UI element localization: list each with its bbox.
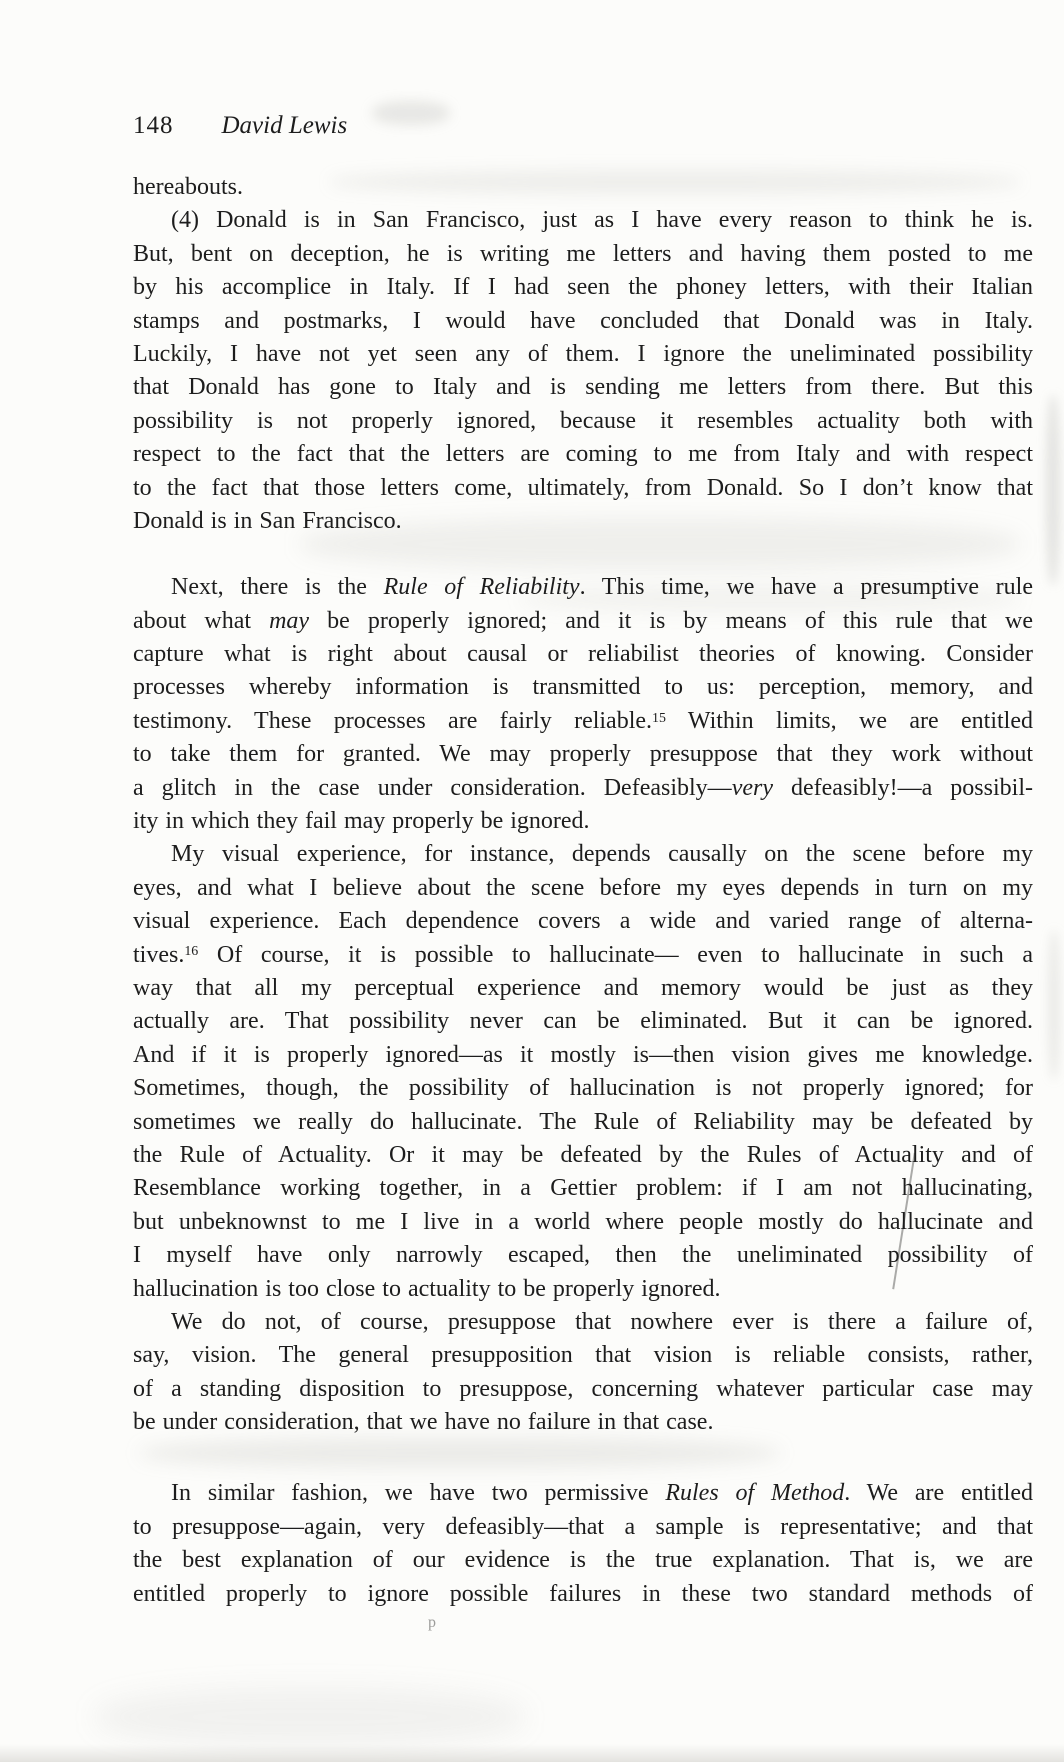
text-segment: say, vision. The general presupposition that vision is reliable consists, rather, [133, 1342, 1033, 1369]
text-segment: the Rule of Actuality. Or it may be defeated by the Rules of Actuality and of [133, 1141, 1033, 1168]
text-line [133, 505, 1033, 538]
text-segment: ity in which they fail may properly be ignored. [133, 808, 590, 835]
text-segment: capture what is right about causal or reliabilist theories of knowing. Consider [133, 641, 1033, 668]
scan-edge-shadow [0, 1744, 1064, 1762]
text-segment: entitled properly to ignore possible failures in these two standard methods of [133, 1580, 1033, 1607]
text-segment: And if it is properly ignored—as it mostly is—then vision gives me knowledge. [133, 1041, 1033, 1068]
text-segment: . We are entitled [844, 1480, 1033, 1507]
text-line [133, 371, 1033, 404]
text-segment: . This time, we have a presumptive rule [579, 574, 1033, 601]
text-line [133, 1339, 1033, 1372]
text-line [133, 405, 1033, 438]
text-segment: that Donald has gone to Italy and is sending me letters from there. But this [133, 374, 1033, 401]
text-segment: processes whereby information is transmitted to us: perception, memory, and [133, 674, 1033, 701]
text-line [133, 305, 1033, 338]
text-segment: Within limits, we are entitled [665, 707, 1033, 734]
footnote-reference: 16 [184, 944, 199, 960]
text-segment: actually are. That possibility never can be eliminated. But it can be ignored. [133, 1008, 1033, 1035]
text-segment: to take them for granted. We may properly presuppose that they work without [133, 741, 1033, 768]
text-segment: hereabouts. [133, 174, 243, 200]
text-segment: of a standing disposition to presuppose, concerning whatever particular case may [133, 1375, 1033, 1402]
paragraph [133, 1306, 1033, 1440]
paragraph [133, 571, 1033, 838]
text-segment: the best explanation of our evidence is the true explanation. That is, we are [133, 1547, 1033, 1574]
text-segment: be properly ignored; and it is by means of this rule that we [309, 607, 1033, 634]
text-line [133, 972, 1033, 1005]
paragraph [133, 838, 1033, 1305]
text-line [133, 1273, 1033, 1306]
text-line [133, 571, 1033, 604]
text-line [133, 805, 1033, 838]
paragraph [133, 1477, 1033, 1611]
italic-text: very [731, 774, 773, 801]
footnote-reference: 15 [652, 710, 666, 726]
page-number: 148 [133, 112, 174, 139]
text-segment: by his accomplice in Italy. If I had seen the phoney letters, with their Italian [133, 274, 1033, 301]
text-line [133, 204, 1033, 237]
text-line [133, 738, 1033, 771]
text-segment: Of course, it is possible to hallucinate— even to hallucinate in such a [198, 941, 1033, 968]
text-line [133, 438, 1033, 471]
text-segment: respect to the fact that the letters are coming to me from Italy and with respect [133, 441, 1033, 468]
text-line [133, 472, 1033, 505]
page-header [133, 109, 1033, 142]
text-line [133, 905, 1033, 938]
text-segment: testimony. These processes are fairly reliable. [133, 707, 653, 734]
text-line [133, 1239, 1033, 1272]
italic-text: Rules of Method [665, 1480, 845, 1507]
text-segment: a glitch in the case under consideration. Defeasibly— [133, 774, 732, 801]
text-segment: be under consideration, that we have no failure in that case. [133, 1409, 714, 1436]
paragraph [133, 171, 1033, 204]
text-segment: possibility is not properly ignored, because it resembles actuality both with [133, 407, 1033, 434]
page-content [133, 109, 1033, 1611]
text-line [133, 1406, 1033, 1439]
text-line [133, 1511, 1033, 1544]
text-segment: (4) Donald is in San Francisco, just as I have every reason to think he is. [171, 207, 1033, 234]
text-segment: But, bent on deception, he is writing me letters and having them posted to me [133, 240, 1033, 267]
text-segment: sometimes we really do hallucinate. The Rule of Reliability may be defeated by [133, 1108, 1033, 1135]
text-line [133, 338, 1033, 371]
text-segment: to presuppose—again, very defeasibly—that a sample is representative; and that [133, 1513, 1033, 1540]
scan-artifact [95, 1688, 525, 1746]
text-line [133, 605, 1033, 638]
text-segment: In similar fashion, we have two permissive [171, 1480, 666, 1507]
text-segment: about what [133, 607, 270, 634]
text-segment: Sometimes, though, the possibility of hallucination is not properly ignored; for [133, 1075, 1033, 1102]
text-line [133, 1544, 1033, 1577]
text-segment: defeasibly!—a possibil- [772, 774, 1033, 801]
text-line [133, 1373, 1033, 1406]
text-line [133, 1578, 1033, 1611]
paragraph [133, 204, 1033, 538]
text-line [133, 638, 1033, 671]
text-line [133, 705, 1033, 738]
text-segment: stamps and postmarks, I would have concluded that Donald was in Italy. [133, 307, 1033, 334]
text-segment: to the fact that those letters come, ultimately, from Donald. So I don’t know that [133, 474, 1033, 501]
text-line [133, 1139, 1033, 1172]
text-line [133, 1306, 1033, 1339]
text-segment: visual experience. Each dependence covers a wide and varied range of alterna- [133, 908, 1033, 935]
scan-artifact [1048, 930, 1060, 1080]
italic-text: Rule of Reliability [383, 574, 580, 601]
scan-artifact [1046, 395, 1060, 585]
text-segment: My visual experience, for instance, depends causally on the scene before my [171, 841, 1033, 868]
text-line [133, 271, 1033, 304]
text-segment: tives. [133, 941, 185, 968]
text-segment: Donald is in San Francisco. [133, 507, 402, 534]
text-segment: We do not, of course, presuppose that nowhere ever is there a failure of, [171, 1308, 1033, 1335]
text-line [133, 238, 1033, 271]
stray-mark: p [428, 1614, 436, 1631]
text-line [133, 1106, 1033, 1139]
text-segment: Luckily, I have not yet seen any of them. I ignore the uneliminated possibility [133, 340, 1033, 367]
text-segment: way that all my perceptual experience and memory would be just as they [133, 974, 1033, 1001]
text-segment: hallucination is too close to actuality to be properly ignored. [133, 1275, 721, 1302]
text-line [133, 1172, 1033, 1205]
text-segment: but unbeknownst to me I live in a world where people mostly do hallucinate and [133, 1208, 1033, 1235]
text-segment: Next, there is the [171, 574, 384, 601]
text-segment: eyes, and what I believe about the scene before my eyes depends in turn on my [133, 874, 1033, 901]
text-segment: I myself have only narrowly escaped, then the uneliminated possibility of [133, 1242, 1033, 1269]
text-line [133, 1206, 1033, 1239]
text-segment: Resemblance working together, in a Gettier problem: if I am not hallucinating, [133, 1175, 1033, 1202]
text-line [133, 171, 1033, 204]
text-line [133, 772, 1033, 805]
running-head: David Lewis [221, 112, 348, 139]
text-line [133, 1039, 1033, 1072]
text-block [133, 171, 1033, 1611]
text-line [133, 939, 1033, 972]
text-line [133, 1477, 1033, 1510]
text-line [133, 838, 1033, 871]
text-line [133, 1005, 1033, 1038]
italic-text: may [269, 607, 310, 634]
text-line [133, 671, 1033, 704]
text-line [133, 872, 1033, 905]
text-line [133, 1072, 1033, 1105]
